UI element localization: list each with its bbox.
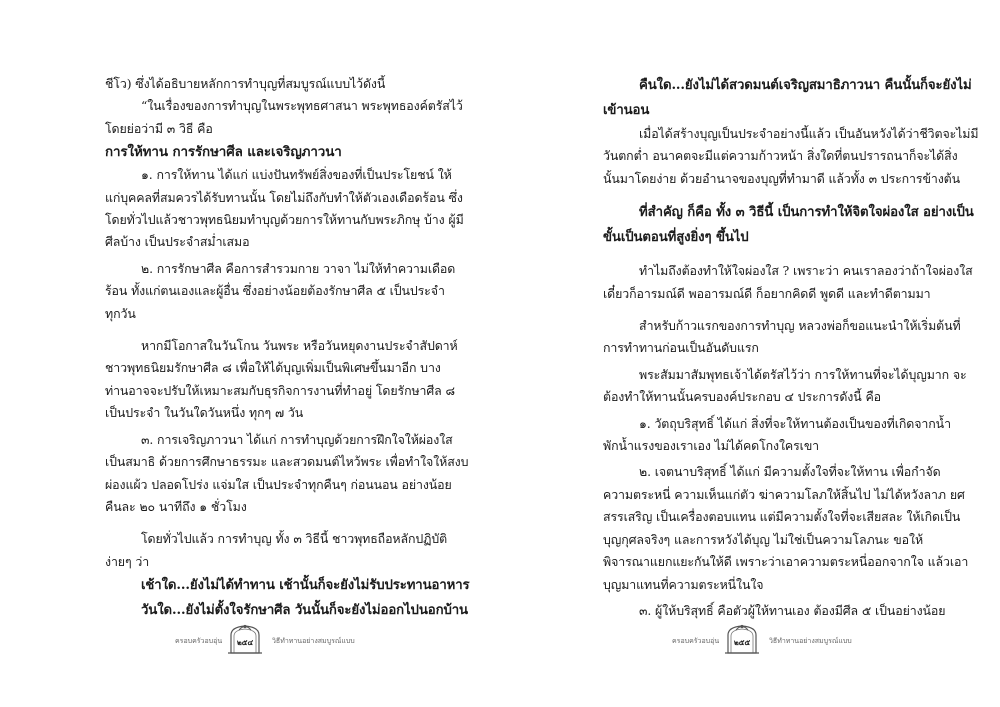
text-line: โดยทั่วไปแล้วชาวพุทธนิยมทำบุญด้วยการให้ทานกับพระภิกษุ บ้าง ผู้มี xyxy=(105,212,464,228)
text-line: “ในเรื่องของการทำบุญในพระพุทธศาสนา พระพุทธองค์ตรัสไว้ xyxy=(141,98,463,114)
right-footer xyxy=(672,623,852,657)
text-line: ต้องทำให้ทานนั้นครบองค์ประกอบ ๔ ประการดังนี้ คือ xyxy=(603,389,881,405)
ornate-frame-icon xyxy=(722,623,762,655)
footer-book-title: ครอบครัวอบอุ่น xyxy=(175,637,223,645)
text-line: ๓. การเจริญภาวนา ได้แก่ การทำบุญด้วยการฝึกใจให้ผ่องใส xyxy=(141,431,453,447)
text-line: บุญมาแทนที่ความตระหนี่ในใจ xyxy=(603,576,764,592)
text-line: โดยย่อว่ามี ๓ วิธี คือ xyxy=(105,120,213,136)
text-line: พิจารณาแยกแยะกันให้ดี เพราะว่าเอาความตระหนี่ออกจากใจ แล้วเอา xyxy=(603,554,969,570)
text-line: เป็นสมาธิ ด้วยการศึกษาธรรมะ และสวดมนต์ไหว้พระ เพื่อทำใจให้สงบ xyxy=(105,454,469,470)
text-line: วันใด...ยังไม่ตั้งใจรักษาศีล วันนั้นก็จะยังไม่ออกไปนอกบ้าน xyxy=(141,603,468,619)
text-line: ๒. การรักษาศีล คือการสำรวมกาย วาจา ไม่ให้ทำความเดือด xyxy=(141,260,456,276)
page-number: ๒๕๔ xyxy=(236,638,254,647)
text-line: นั้นมาโดยง่าย ด้วยอำนาจของบุญที่ทำมาดี แล้วทั้ง ๓ ประการข้างต้น xyxy=(603,170,960,186)
text-line: ร้อน ทั้งแก่ตนเองและผู้อื่น ซึ่งอย่างน้อยต้องรักษาศีล ๕ เป็นประจำ xyxy=(105,283,445,299)
text-line: บุญกุศลจริงๆ และการหวังได้บุญ ไม่ใช่เป็นความโลภนะ ขอให้ xyxy=(603,531,924,547)
text-line: ๑. วัตถุบริสุทธิ์ ได้แก่ สิ่งที่จะให้ทานต้องเป็นของที่เกิดจากน้ำ xyxy=(639,415,951,431)
left-text-column xyxy=(105,73,470,623)
text-line: การทำทานก่อนเป็นอันดับแรก xyxy=(603,340,759,356)
text-line: พระสัมมาสัมพุทธเจ้าได้ตรัสไว้ว่า การให้ทานที่จะได้บุญมาก จะ xyxy=(639,366,967,382)
footer-chapter-title: วิธีทำทานอย่างสมบูรณ์แบบ xyxy=(769,637,852,645)
text-line: หากมีโอกาสในวันโกน วันพระ หรือวันหยุดงานประจำสัปดาห์ xyxy=(141,338,458,354)
text-line: ชีโว) ซึ่งได้อธิบายหลักการทำบุญที่สมบูรณ์แบบไว้ดังนี้ xyxy=(105,76,386,91)
text-line: ๑. การให้ทาน ได้แก่ แบ่งปันทรัพย์สิ่งของที่เป็นประโยชน์ ให้ xyxy=(141,167,452,183)
text-line: คืนใด...ยังไม่ได้สวดมนต์เจริญสมาธิภาวนา คืนนั้นก็จะยังไม่ xyxy=(639,78,972,93)
right-text-column xyxy=(603,73,979,622)
text-line: เป็นประจำ ในวันใดวันหนึ่ง ทุกๆ ๗ วัน xyxy=(105,405,304,421)
text-line: ทุกวัน xyxy=(105,305,136,321)
page-number: ๒๕๕ xyxy=(733,638,751,647)
text-line: ศีลบ้าง เป็นประจำสม่ำเสมอ xyxy=(105,234,250,250)
left-footer xyxy=(175,623,355,657)
text-line: ที่สำคัญ ก็คือ ทั้ง ๓ วิธีนี้ เป็นการทำให้จิตใจผ่องใส อย่างเป็น xyxy=(639,205,974,221)
text-line: พักน้ำแรงของเราเอง ไม่ได้คดโกงใครเขา xyxy=(603,438,820,454)
text-line: ง่ายๆ ว่า xyxy=(105,553,150,569)
footer-chapter-title: วิธีทำทานอย่างสมบูรณ์แบบ xyxy=(272,637,355,645)
text-line: ๒. เจตนาบริสุทธิ์ ได้แก่ มีความตั้งใจที่จะให้ทาน เพื่อกำจัด xyxy=(639,464,941,480)
text-line: ชาวพุทธนิยมรักษาศีล ๘ เพื่อให้ได้บุญเพิ่มเป็นพิเศษขึ้นมาอีก บาง xyxy=(105,360,441,376)
footer-book-title: ครอบครัวอบอุ่น xyxy=(672,637,720,645)
text-line: เช้าใด...ยังไม่ได้ทำทาน เช้านั้นก็จะยังไม่รับประทานอาหาร xyxy=(141,578,470,594)
text-line: เดี๋ยวก็อารมณ์ดี พออารมณ์ดี ก็อยากคิดดี พูดดี และทำดีตามมา xyxy=(603,285,931,301)
text-line: ผ่องแผ้ว ปลอดโปร่ง แจ่มใส เป็นประจำทุกคืนๆ ก่อนนอน อย่างน้อย xyxy=(105,476,452,492)
text-line: ทำไมถึงต้องทำให้ใจผ่องใส ? เพราะว่า คนเราลองว่าถ้าใจผ่องใส xyxy=(639,263,973,279)
text-line: คืนละ ๒๐ นาทีถึง ๑ ชั่วโมง xyxy=(105,498,247,514)
text-line: เมื่อได้สร้างบุญเป็นประจำอย่างนี้แล้ว เป็นอันหวังได้ว่าชีวิตจะไม่มี xyxy=(639,126,979,141)
text-line: แก่บุคคลที่สมควรได้รับทานนั้น โดยไม่ถึงกับทำให้ตัวเองเดือดร้อน ซึ่ง xyxy=(105,189,463,205)
text-line: ๓. ผู้ให้บริสุทธิ์ คือตัวผู้ให้ทานเอง ต้องมีศีล ๕ เป็นอย่างน้อย xyxy=(639,602,946,618)
text-line: โดยทั่วไปแล้ว การทำบุญ ทั้ง ๓ วิธีนี้ ชาวพุทธถือหลักปฏิบัติ xyxy=(141,531,448,547)
text-line: วันตกต่ำ อนาคตจะมีแต่ความก้าวหน้า สิ่งใดที่ตนปรารถนาก็จะได้สิ่ง xyxy=(603,148,958,164)
ornate-frame-icon xyxy=(225,623,265,655)
text-line: เข้านอน xyxy=(603,103,650,118)
text-line: การให้ทาน การรักษาศีล และเจริญภาวนา xyxy=(105,144,342,161)
text-line: ขั้นเป็นตอนที่สูงยิ่งๆ ขึ้นไป xyxy=(603,230,749,246)
right-page xyxy=(500,0,1000,707)
text-line: สำหรับก้าวแรกของการทำบุญ หลวงพ่อก็ขอแนะนำให้เริ่มต้นที่ xyxy=(639,318,961,334)
text-line: สรรเสริญ เป็นเครื่องตอบแทน แต่มีความตั้งใจที่จะเสียสละ ให้เกิดเป็น xyxy=(603,509,961,525)
text-line: ท่านอาจจะปรับให้เหมาะสมกับธุรกิจการงานที่ทำอยู่ โดยรักษาศีล ๘ xyxy=(105,382,455,398)
text-line: ความตระหนี่ ความเห็นแก่ตัว ฆ่าความโลภให้สิ้นไป ไม่ได้หวังลาภ ยศ xyxy=(603,486,965,502)
